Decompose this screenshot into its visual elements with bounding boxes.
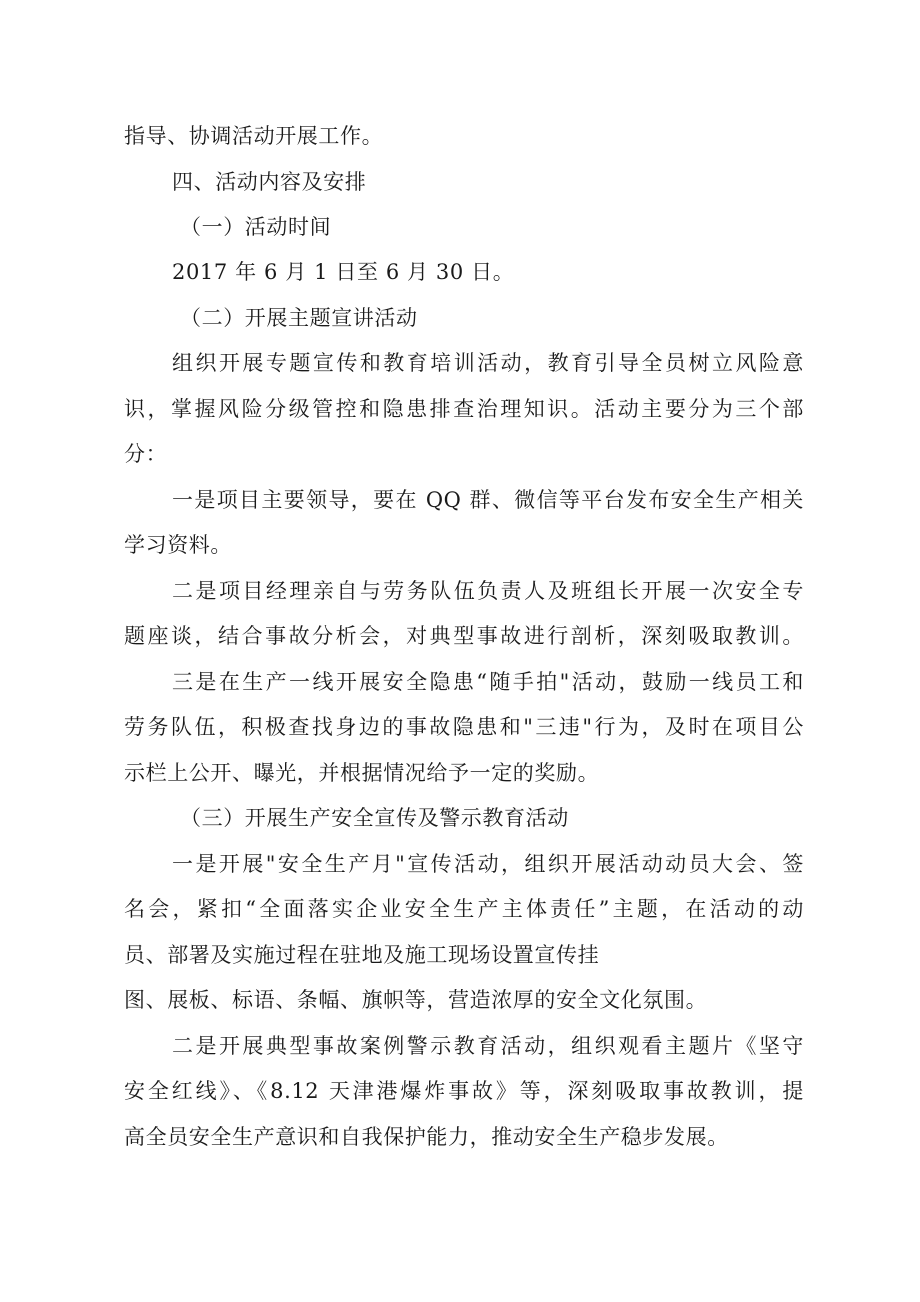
paragraph-line: 指导、协调活动开展工作。 bbox=[124, 124, 384, 148]
paragraph-line: 名会，紧扣“全面落实企业安全生产主体责任”主题，在活动的动 bbox=[124, 897, 804, 921]
section-heading: 四、活动内容及安排 bbox=[172, 170, 367, 194]
paragraph-line: 安全红线》、《8.12 天津港爆炸事故》等，深刻吸取事故教训，提 bbox=[124, 1079, 804, 1103]
paragraph-line: 组织开展专题宣传和教育培训活动，教育引导全员树立风险意 bbox=[172, 351, 804, 375]
paragraph-line: 识，掌握风险分级管控和隐患排查治理知识。活动主要分为三个部 bbox=[124, 397, 804, 421]
paragraph-line: 劳务队伍，积极查找身边的事故隐患和"三违"行为，及时在项目公 bbox=[124, 715, 804, 739]
paragraph-line: 图、展板、标语、条幅、旗帜等，营造浓厚的安全文化氛围。 bbox=[124, 988, 708, 1012]
paragraph-line: 二是项目经理亲自与劳务队伍负责人及班组长开展一次安全专 bbox=[172, 579, 804, 603]
paragraph-line: 题座谈，结合事故分析会，对典型事故进行剖析，深刻吸取教训。 bbox=[124, 624, 804, 648]
paragraph-line: 一是项目主要领导，要在 QQ 群、微信等平台发布安全生产相关 bbox=[172, 488, 804, 512]
paragraph-line: 分： bbox=[124, 442, 168, 466]
subsection-heading: （二）开展主题宣讲活动 bbox=[180, 306, 418, 330]
subsection-heading: （三）开展生产安全宣传及警示教育活动 bbox=[180, 806, 569, 830]
paragraph-line: 示栏上公开、曝光，并根据情况给予一定的奖励。 bbox=[124, 761, 600, 785]
paragraph-line: 2017 年 6 月 1 日至 6 月 30 日。 bbox=[172, 260, 515, 284]
paragraph-line: 一是开展"安全生产月"宣传活动，组织开展活动动员大会、签 bbox=[172, 852, 804, 876]
paragraph-line: 高全员安全生产意识和自我保护能力，推动安全生产稳步发展。 bbox=[124, 1125, 729, 1149]
subsection-heading: （一）活动时间 bbox=[180, 215, 332, 239]
paragraph-line: 三是在生产一线开展安全隐患“随手拍"活动，鼓励一线员工和 bbox=[172, 670, 804, 694]
paragraph-line: 员、部署及实施过程在驻地及施工现场设置宣传挂 bbox=[124, 943, 600, 967]
paragraph-line: 二是开展典型事故案例警示教育活动，组织观看主题片《坚守 bbox=[172, 1034, 804, 1058]
paragraph-line: 学习资料。 bbox=[124, 533, 232, 557]
